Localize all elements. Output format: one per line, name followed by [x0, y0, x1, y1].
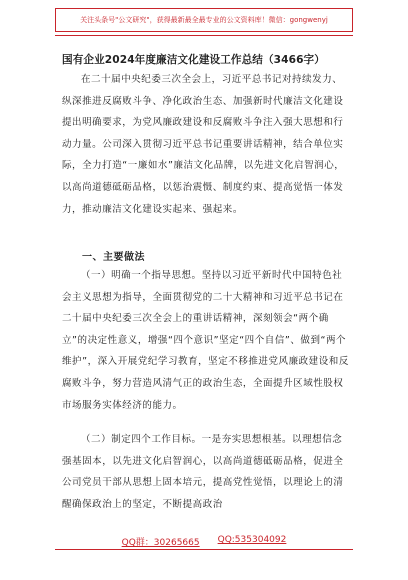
top-divider	[55, 35, 353, 36]
item1-block	[62, 265, 352, 416]
qq-contact-link[interactable]: QQ:535304092	[217, 535, 287, 545]
document-title: 国有企业2024年度廉洁文化建设工作总结（3466字）	[62, 54, 325, 66]
banner-text: 关注头条号"公文研究"，获得最新最全最专业的公文资料库！微信：gongwenyj	[80, 16, 328, 24]
qq-group-link[interactable]: QQ群：30265665	[121, 538, 200, 548]
item2-paragraph: （二）制定四个工作目标。一是夯实思想根基。以理想信念强基固本，以先进文化启智润心，以高尚道德砥砺品格，促进全公司党员干部从思想上固本培元，提高党性觉悟，以理论上的清醒确保政治上的坚定，不断提高政治	[62, 434, 344, 510]
intro-paragraph: 在二十届中央纪委三次全会上，习近平总书记对持续发力、纵深推进反腐败斗争、净化政治生态、加强新时代廉洁文化建设提出明确要求，为党风廉政建设和反腐败斗争注入强大思想和行动力量。公司深入贯彻习近平总书记重要讲话精神，结合单位实际，全力打造“一廉如水”廉洁文化品牌，以先进文化启智润心，以高尚道德砥砺品格，以惩治震慑、制度约束、提高觉悟一体发力，推动廉洁文化建设实起来、强起来。	[62, 74, 345, 215]
section-heading: 一、主要做法	[82, 252, 145, 263]
top-banner	[55, 8, 353, 32]
item2-block	[62, 429, 352, 515]
item1-paragraph: （一）明确一个指导思想。坚持以习近平新时代中国特色社会主义思想为指导，全面贯彻党的二十大精神和习近平总书记在二十届中央纪委三次全会上的重讲话精神，深刻领会“两个确立”的决定性意义，增强“四个意识”坚定“四个自信”、做到“两个维护”，深入开展党纪学习教育，坚定不移推进党风廉政建设和反腐败斗争，努力营造风清气正的政治生态，全面提升区域性股权市场服务实体经济的能力。	[62, 270, 349, 411]
intro-block	[62, 69, 352, 220]
footer-divider	[55, 549, 353, 550]
footer-contacts	[0, 535, 408, 549]
